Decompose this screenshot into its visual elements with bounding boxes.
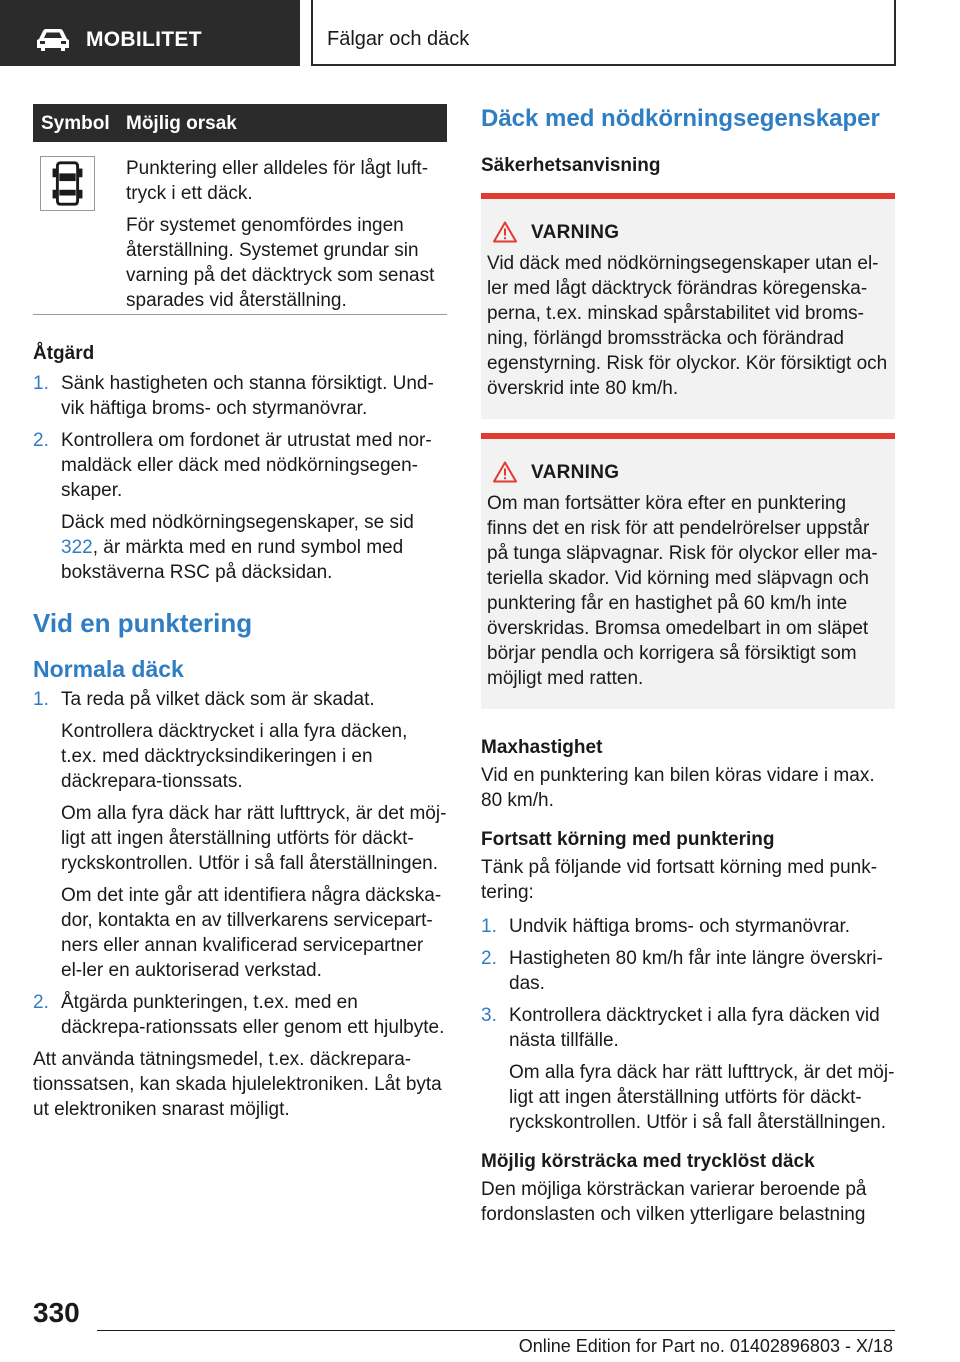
step-sub-text: Om det inte går att identifiera några däckska-dor, kontakta en av tillverkarens servicepart-ners eller annan kvalificerad servicepartner el-ler en auktoriserad verkstad.	[61, 885, 442, 981]
list-item	[481, 1003, 895, 1135]
header-section-tab	[0, 0, 300, 66]
maxspeed-heading: Maxhastighet	[481, 737, 603, 758]
step-sub-text: Om alla fyra däck har rätt lufttryck, är det möj-ligt att ingen återställning utförts för däckt-ryckskontrollen. Utför i så fall återställningen.	[61, 803, 447, 874]
safety-heading: Säkerhetsanvisning	[481, 155, 661, 176]
list-item	[33, 428, 447, 585]
symbol-cell	[40, 156, 95, 211]
list-item	[481, 946, 895, 996]
atgard-section	[33, 341, 447, 585]
table-row	[33, 142, 447, 315]
step-sub-text	[61, 510, 447, 585]
cause-cell	[126, 156, 447, 313]
footer-divider	[97, 1330, 895, 1331]
step-number: 2.	[33, 430, 49, 451]
warning-triangle-icon	[493, 461, 517, 483]
step-text: Ta reda på vilket däck som är skadat.	[61, 689, 375, 710]
rsc-ref-text: Däck med nödkörningsegenskaper, se sid	[61, 512, 414, 533]
punktering-heading: Vid en punktering	[33, 608, 253, 638]
continue-steps	[481, 914, 895, 1135]
cause-text-1: Punktering eller alldeles för lågt luft-tryck i ett däck.	[126, 158, 429, 204]
warning-text: Vid däck med nödkörningsegenskaper utan el-ler med lågt däcktryck förändras köregenska-perna, t.ex. minskad spårstabilitet vid broms-ning, förlängd bromssträcka och förändrad egenstyrning. Risk för olyckor. Kör försiktigt och överskrid inte 80 km/h.	[487, 253, 888, 399]
list-item	[33, 371, 447, 421]
continue-intro: Tänk på följande vid fortsatt körning med punk-tering:	[481, 857, 878, 903]
chapter-title: Fälgar och däck	[327, 28, 470, 50]
right-column	[481, 104, 895, 1227]
step-number: 1.	[481, 916, 497, 937]
col-cause-header: Möjlig orsak	[126, 113, 237, 134]
warning-title: VARNING	[531, 462, 620, 483]
cause-text-2: För systemet genomfördes ingen återställning. Systemet grundar sin varning på det däcktryck som senast sparades vid återställning.	[126, 215, 435, 311]
list-item	[33, 990, 447, 1040]
rsc-heading: Däck med nödkörningsegenskaper	[481, 105, 880, 132]
car-icon	[36, 28, 70, 52]
tire-pressure-car-icon	[41, 157, 94, 210]
left-column	[33, 104, 447, 1122]
warning-title: VARNING	[531, 222, 620, 243]
table-header	[33, 104, 447, 142]
normal-tires-heading: Normala däck	[33, 656, 184, 682]
rsc-ref-text-end: , är märkta med en rund symbol med bokstäverna RSC på däcksidan.	[61, 537, 404, 583]
page-link-322[interactable]: 322	[61, 537, 93, 558]
distance-text: Den möjliga körsträckan varierar beroende på fordonslasten och vilken ytterligare belastning	[481, 1179, 867, 1225]
step-text: Åtgärda punkteringen, t.ex. med en däckrepa-rationssats eller genom ett hjulbyte.	[61, 992, 445, 1038]
step-text: Undvik häftiga broms- och styrmanövrar.	[509, 916, 851, 937]
section-title: MOBILITET	[86, 28, 202, 51]
continue-heading: Fortsatt körning med punktering	[481, 829, 775, 850]
list-item	[481, 914, 895, 939]
sealant-note: Att använda tätningsmedel, t.ex. däckrepara-tionssatsen, kan skada hjulelektroniken. Låt byta ut elektroniken snarast möjligt.	[33, 1049, 442, 1120]
symbol-table	[33, 104, 447, 315]
header-chapter-box	[311, 0, 896, 66]
step-number: 3.	[481, 1005, 497, 1026]
distance-heading: Möjlig körsträcka med trycklöst däck	[481, 1151, 815, 1172]
atgard-steps	[33, 371, 447, 585]
step-sub-text: Om alla fyra däck har rätt lufttryck, är det möj-ligt att ingen återställning utförts för däckt-ryckskontrollen. Utför i så fall återställningen.	[509, 1062, 895, 1133]
step-text: Kontrollera däcktrycket i alla fyra däcken vid nästa tillfälle.	[509, 1005, 880, 1051]
step-number: 2.	[481, 948, 497, 969]
warning-triangle-icon	[493, 221, 517, 243]
step-sub-text: Kontrollera däcktrycket i alla fyra däcken, t.ex. med däcktrycksindikeringen i en däckrepara-tionssats.	[61, 721, 408, 792]
maxspeed-text: Vid en punktering kan bilen köras vidare i max. 80 km/h.	[481, 765, 875, 811]
warning-box-2	[481, 433, 895, 709]
step-text: Kontrollera om fordonet är utrustat med nor-maldäck eller däck med nödkörningsegen-skaper.	[61, 430, 432, 501]
edition-footer: Online Edition for Part no. 01402896803 - X/18	[518, 1336, 893, 1356]
step-text: Hastigheten 80 km/h får inte längre överskri-das.	[509, 948, 883, 994]
atgard-heading: Åtgärd	[33, 343, 95, 364]
warning-title-row	[487, 221, 889, 251]
step-number: 1.	[33, 373, 49, 394]
page-number: 330	[33, 1297, 80, 1328]
step-number: 2.	[33, 992, 49, 1013]
warning-title-row	[487, 461, 889, 491]
step-number: 1.	[33, 689, 49, 710]
col-symbol-header: Symbol	[41, 113, 110, 134]
list-item	[33, 687, 447, 983]
step-text: Sänk hastigheten och stanna försiktigt. Und-vik häftiga broms- och styrmanövrar.	[61, 373, 434, 419]
punktering-steps	[33, 687, 447, 1040]
warning-box-1	[481, 193, 895, 419]
warning-text: Om man fortsätter köra efter en punktering finns det en risk för att pendelrörelser uppstår på tunga släpvagnar. Risk för olyckor eller ma-teriella skador. Vid körning med släpvagn och punktering får en hastighet på 60 km/h inte överskridas. Bromsa omedelbart in om släpet börjar pendla och korrigera så försiktigt som möjligt med ratten.	[487, 493, 878, 689]
